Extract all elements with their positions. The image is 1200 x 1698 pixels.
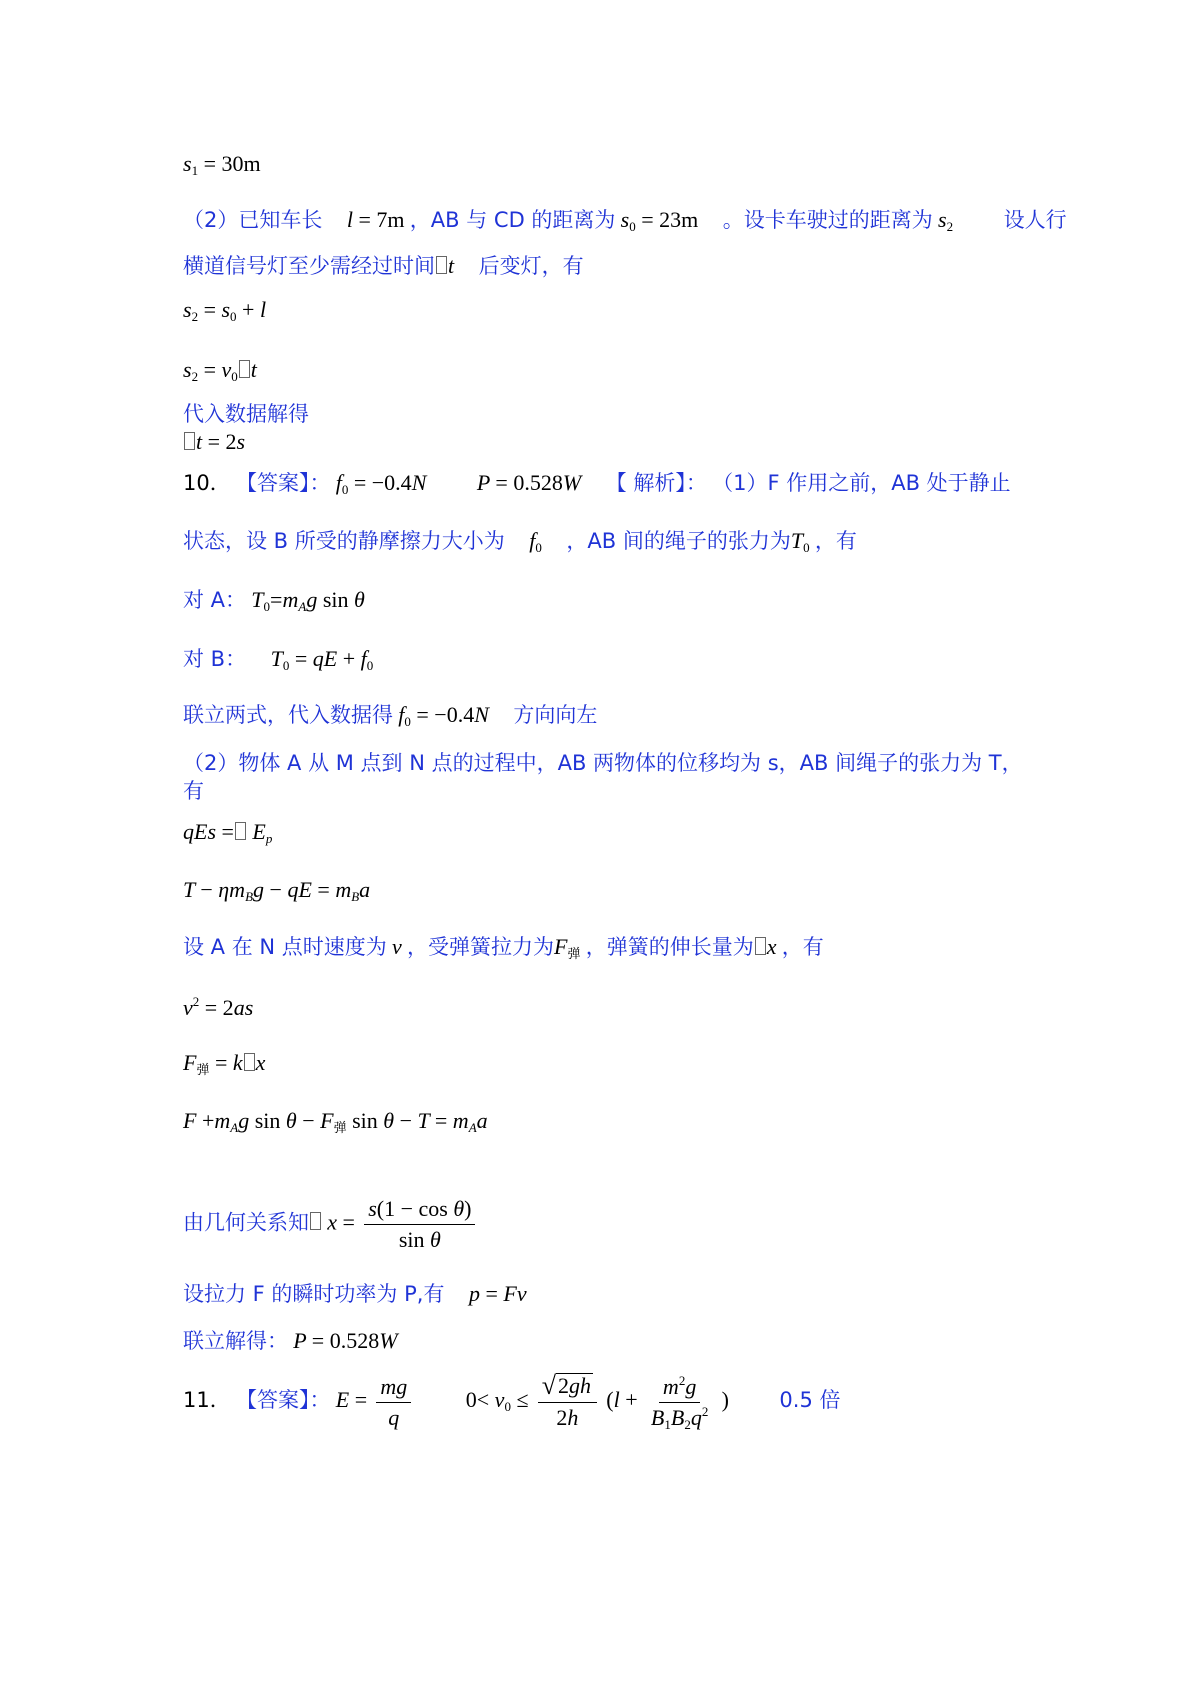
math-power-formula: p = Fv	[468, 1281, 527, 1306]
equation-t: t = 2s	[183, 428, 245, 456]
paragraph-line	[183, 645, 373, 673]
text-segment: ，有	[781, 935, 824, 959]
answer-tag: 【答案】：	[235, 471, 331, 495]
math-F-spring: $F_弹$	[554, 934, 581, 962]
missing-glyph-icon	[239, 360, 250, 378]
question-11-header	[183, 1370, 840, 1431]
text-segment: ，受弹簧拉力为	[407, 935, 555, 959]
equation-hooke: $F_弹 = k$ x	[183, 1050, 266, 1078]
equation-newton-A: $F +m_Ag$ $\sin \theta - F_弹$ $\sin \theta - T = m_Aa$	[183, 1108, 488, 1136]
paragraph-line	[183, 933, 824, 961]
text-segment: 设人行	[1003, 208, 1067, 232]
missing-glyph-icon	[184, 432, 195, 450]
math-distance: $s_0 = 23m$	[620, 207, 699, 234]
text-segment: 由几何关系知	[183, 1210, 309, 1235]
text-segment: 状态，设 B 所受的静摩擦力大小为	[183, 529, 505, 553]
math-x: x	[766, 934, 777, 959]
math-t: t	[448, 253, 455, 278]
math-v0-range: $0< v_0$ ≤	[465, 1387, 529, 1414]
text-segment: ，AB 与 CD 的距离为	[409, 208, 616, 232]
math-power: P = 0.528W	[476, 470, 582, 495]
math-T0: $T_0$	[790, 528, 810, 555]
fraction-geometry: $\frac{\text{s(1 − cos θ)}}{\text{sin θ}}$	[364, 1196, 475, 1253]
math-E: E =	[335, 1387, 368, 1412]
paragraph-line: （2）物体 A 从 M 点到 N 点的过程中，AB 两物体的位移均为 s，AB 间绳子的张力为 T，	[183, 751, 1023, 775]
text-segment: 联立两式，代入数据得	[183, 703, 393, 727]
math-x-equals: x =	[327, 1209, 355, 1235]
math-s2: $s_2$	[938, 207, 954, 234]
math-equation-A: $T_0=m_Ag$ sin θ	[251, 587, 365, 614]
text-segment: 联立解得：	[183, 1329, 288, 1353]
text-segment: ，AB 间的绳子的张力为	[566, 529, 791, 553]
missing-glyph-icon	[310, 1212, 321, 1230]
math-f0-result: $f_0 = -0.4N$	[398, 702, 489, 729]
text-segment: ，有	[814, 529, 857, 553]
question-number: 10．	[183, 471, 231, 495]
paragraph-line	[183, 527, 857, 555]
analysis-tag: 【 解析】：	[605, 471, 707, 495]
paragraph-line	[183, 252, 584, 280]
math-f0: $f_0 = -0.4N$	[335, 470, 427, 497]
paragraph-line: 代入数据解得	[183, 402, 309, 426]
paragraph-line	[183, 586, 365, 614]
equation-energy: qEs = $E_p$	[183, 819, 273, 846]
question-number: 11．	[183, 1388, 231, 1412]
text-segment: ，弹簧的伸长量为	[585, 935, 754, 959]
missing-glyph-icon	[436, 256, 447, 274]
answer-tag: 【答案】：	[235, 1388, 331, 1412]
paragraph-line: 有	[183, 779, 204, 803]
text-segment: 0.5 倍	[779, 1388, 841, 1412]
math-v: v	[392, 934, 402, 959]
paragraph-line	[183, 206, 1067, 234]
text-segment: （2）已知车长	[183, 208, 323, 232]
fraction-m2g: $\frac{m^2g}{B_1B_2q^2}$	[650, 1372, 709, 1432]
math-equation-B: $T_0$ = qE + $f_0$	[270, 646, 374, 673]
fraction-sqrt: √ 2gh 2h	[538, 1373, 597, 1431]
missing-glyph-icon	[235, 822, 246, 840]
text-segment: （1）F 作用之前，AB 处于静止	[712, 471, 1011, 495]
text-segment: 方向向左	[513, 703, 598, 727]
fraction-mg-over-q: $\frac{mg}{q}$	[376, 1374, 411, 1431]
math-length: l = 7m	[346, 207, 405, 232]
text-segment: 后变灯，有	[478, 254, 584, 278]
equation-s2-product: $s_2 = v_0$ t	[183, 357, 257, 384]
missing-glyph-icon	[755, 937, 766, 955]
text-segment: 设拉力 F 的瞬时功率为 P,有	[183, 1282, 445, 1306]
question-10-header	[183, 469, 1011, 497]
text-segment: 对 B：	[183, 647, 247, 671]
equation-s1: $s_1 = 30m$	[183, 151, 261, 178]
paragraph-line	[183, 701, 597, 729]
text-segment: 对 A：	[183, 588, 247, 612]
equation-kinematics: $v^2 = 2as$	[183, 994, 254, 1020]
text-segment: 横道信号灯至少需经过时间	[183, 254, 435, 278]
math-paren-close: )	[721, 1387, 729, 1412]
missing-glyph-icon	[244, 1053, 255, 1071]
equation-s2-sum: $s_2 = s_0 + l$	[183, 297, 267, 324]
paragraph-line	[183, 1327, 398, 1355]
paragraph-line	[183, 1280, 527, 1308]
text-segment: 。设卡车驶过的距离为	[722, 208, 933, 232]
paragraph-line	[183, 1196, 479, 1253]
math-paren: (l +	[606, 1387, 638, 1412]
text-segment: 设 A 在 N 点时速度为	[183, 935, 387, 959]
equation-newton-B: $T - \eta m_Bg$ − qE = $m_Ba$	[183, 877, 371, 904]
math-f0: $f_0$	[529, 528, 542, 555]
math-power-result: P = 0.528W	[293, 1328, 398, 1353]
